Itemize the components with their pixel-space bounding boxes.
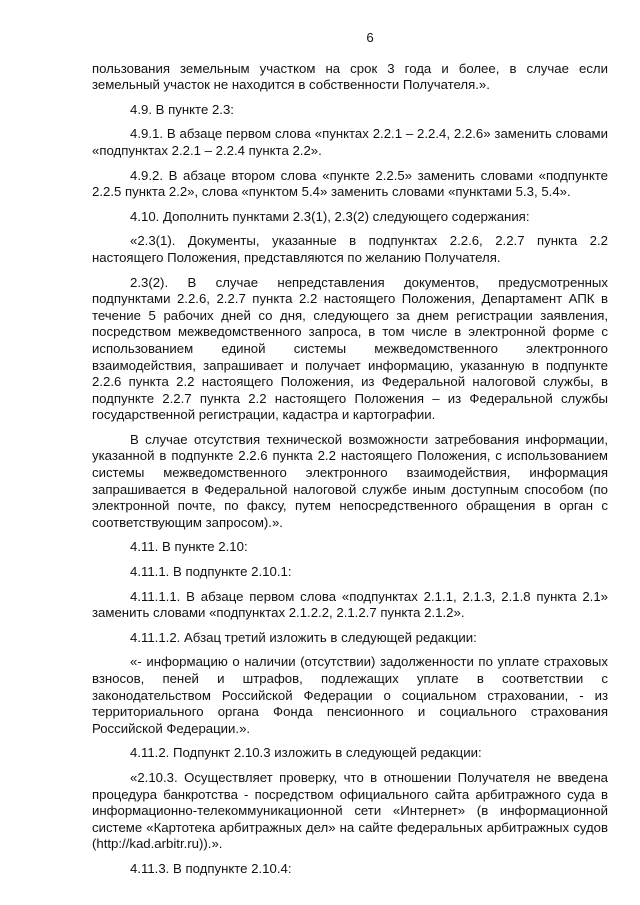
paragraph: «2.3(1). Документы, указанные в подпунктах 2.2.6, 2.2.7 пункта 2.2 настоящего Положения, представляются по желанию Получателя. xyxy=(92,233,608,265)
paragraph: 4.11.1. В подпункте 2.10.1: xyxy=(130,564,292,580)
paragraph: 4.11.2. Подпункт 2.10.3 изложить в следующей редакции: xyxy=(130,745,482,761)
paragraph: 2.3(2). В случае непредставления документов, предусмотренных подпунктами 2.2.6, 2.2.7 пункта 2.2 настоящего Положения, Департамент АПК в течение 5 рабочих дней со дня, следующего за днем регистрации заявления, посредством межведомственного запроса, в том числе в электронной форме с использованием единой системы межведомственного электронного взаимодействия, запрашивает и получает информацию, указанную в подпункте 2.2.6 пункта 2.2 настоящего Положения, из Федеральной налоговой службы, в подпункте 2.2.7 пункта 2.2 настоящего Положения – из Федеральной службы государственной регистрации, кадастра и картографии. xyxy=(92,274,608,423)
paragraph: 4.11.1.2. Абзац третий изложить в следующей редакции: xyxy=(130,629,477,645)
paragraph: 4.9. В пункте 2.3: xyxy=(130,101,234,117)
paragraph: 4.11.3. В подпункте 2.10.4: xyxy=(130,860,292,876)
paragraph: 4.11. В пункте 2.10: xyxy=(130,539,248,555)
paragraph: 4.9.1. В абзаце первом слова «пунктах 2.2.1 – 2.2.4, 2.2.6» заменить словами «подпунктах 2.2.1 – 2.2.4 пункта 2.2». xyxy=(92,126,608,158)
paragraph: 4.9.2. В абзаце втором слова «пункте 2.2.5» заменить словами «подпункте 2.2.5 пункта 2.2», слова «пунктом 5.4» заменить словами «пунктами 5.3, 5.4». xyxy=(92,167,608,200)
paragraph: пользования земельным участком на срок 3 года и более, в случае если земельный участок не находится в собственности Получателя.». xyxy=(92,60,608,93)
paragraph: 4.11.1.1. В абзаце первом слова «подпунктах 2.1.1, 2.1.3, 2.1.8 пункта 2.1» заменить словами «подпунктах 2.1.2.2, 2.1.2.7 пункта 2.1.2». xyxy=(92,588,608,621)
paragraph: «- информацию о наличии (отсутствии) задолженности по уплате страховых взносов, пеней и штрафов, подлежащих уплате в соответствии с законодательством Российской Федерации о социальном страховании, - из территориального органа Фонда пенсионного и социального страхования Российской Федерации.». xyxy=(92,654,608,736)
paragraph: 4.10. Дополнить пунктами 2.3(1), 2.3(2) следующего содержания: xyxy=(130,208,530,224)
paragraph: «2.10.3. Осуществляет проверку, что в отношении Получателя не введена процедура банкротства - посредством официального сайта арбитражного суда в информационно-телекоммуникационной сети «Интернет» (в информационной системе «Картотека арбитражных дел» на сайте федеральных арбитражных судов (http://kad.arbitr.ru)).». xyxy=(92,769,608,852)
page-number: 6 xyxy=(366,30,374,45)
paragraph: В случае отсутствия технической возможности затребования информации, указанной в подпункте 2.2.6 пункта 2.2 настоящего Положения, с использованием системы межведомственного электронного взаимодействия, информация запрашивается в Федеральной налоговой службе иным доступным способом (по электронной почте, по факсу, путем непосредственного обращения в орган с соответствующим запросом).». xyxy=(92,431,608,530)
